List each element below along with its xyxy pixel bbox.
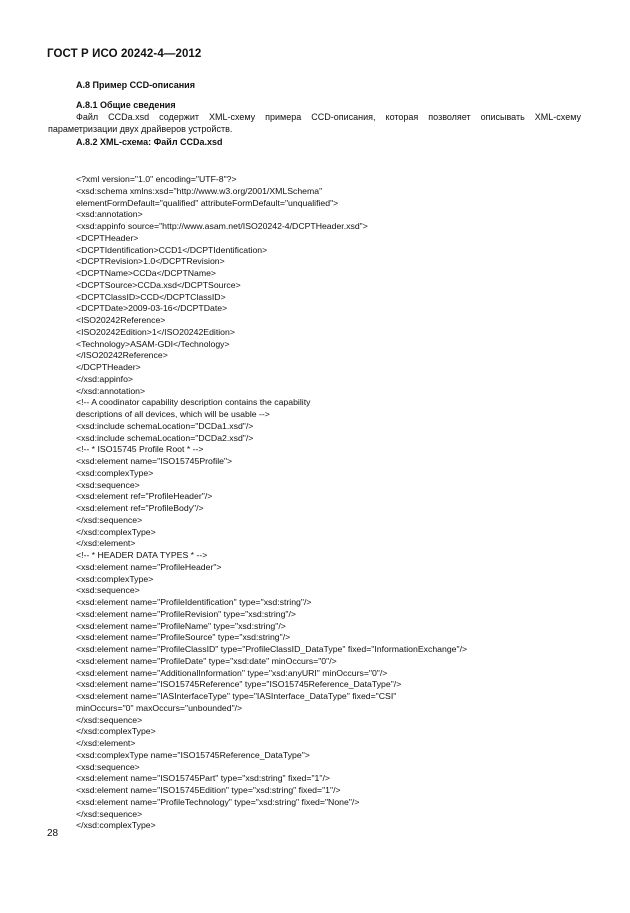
code-line: <DCPTSource>CCDa.xsd</DCPTSource> (76, 279, 241, 290)
code-line: <xsd:element ref="ProfileBody"/> (76, 503, 204, 513)
code-line: <DCPTHeader> (76, 232, 139, 243)
code-line: <xsd:element name="ISO15745Edition" type="xsd:string" fixed="1"/> (76, 785, 341, 795)
code-line: </xsd:appinfo> (76, 373, 133, 384)
xml-code-listing (76, 174, 467, 832)
code-line: minOccurs="0" maxOccurs="unbounded"/> (76, 702, 243, 713)
code-line: </xsd:complexType> (76, 526, 156, 537)
code-line: </ISO20242Reference> (76, 350, 168, 361)
code-line: </xsd:sequence> (76, 514, 143, 525)
code-line: <?xml version="1.0" encoding="UTF-8"?> (76, 174, 237, 184)
code-line: </xsd:complexType> (76, 820, 156, 831)
paragraph-line: параметризации двух драйверов устройств. (48, 123, 233, 134)
code-line: <xsd:element name="IASInterfaceType" type="IASInterface_DataType" fixed="CSI" (76, 691, 397, 701)
paragraph-line: Файл CCDa.xsd содержит XML-схему примера CCD-описания, которая позволяет описывать XML-схему (76, 112, 581, 122)
code-line: <xsd:complexType name="ISO15745Reference_DataType"> (76, 749, 310, 760)
code-line: <xsd:element name="ProfileIdentification" type="xsd:string"/> (76, 597, 312, 607)
code-line: <xsd:sequence> (76, 479, 140, 490)
standard-header: ГОСТ Р ИСО 20242-4—2012 (47, 48, 202, 60)
code-line: <DCPTClassID>CCD</DCPTClassID> (76, 291, 226, 302)
code-line: <DCPTDate>2009-03-16</DCPTDate> (76, 303, 228, 314)
section-a82-title: А.8.2 XML-схема: Файл CCDa.xsd (76, 137, 223, 147)
section-a8-title: А.8 Пример CCD-описания (76, 80, 195, 90)
section-a81-title: А.8.1 Общие сведения (76, 100, 176, 110)
code-line: <!-- A coodinator capability description contains the capability (76, 397, 311, 408)
code-line: <xsd:annotation> (76, 209, 143, 220)
code-line: <xsd:element name="AdditionalInformation" type="xsd:anyURI" minOccurs="0"/> (76, 667, 388, 678)
code-line: <xsd:sequence> (76, 761, 140, 772)
code-line: <DCPTIdentification>CCD1</DCPTIdentification> (76, 244, 268, 255)
code-line: <xsd:element name="ProfileTechnology" type="xsd:string" fixed="None"/> (76, 796, 360, 807)
code-line: <Technology>ASAM-GDI</Technology> (76, 338, 230, 349)
code-line: descriptions of all devices, which will be usable --> (76, 409, 270, 419)
code-line: elementFormDefault="qualified" attributeFormDefault="unqualified"> (76, 197, 339, 208)
code-line: <!-- * HEADER DATA TYPES * --> (76, 550, 208, 560)
code-line: <xsd:complexType> (76, 467, 154, 478)
code-line: </xsd:sequence> (76, 808, 143, 819)
code-line: <xsd:appinfo source="http://www.asam.net/ISO20242-4/DCPTHeader.xsd"> (76, 221, 368, 231)
code-line: <xsd:element name="ProfileRevision" type="xsd:string"/> (76, 608, 296, 619)
code-line: <xsd:element name="ProfileHeader"> (76, 561, 222, 572)
code-line: <xsd:element ref="ProfileHeader"/> (76, 491, 213, 502)
code-line: <xsd:complexType> (76, 573, 154, 584)
section-a81-paragraph (48, 112, 581, 135)
code-line: <ISO20242Reference> (76, 315, 166, 325)
code-line: <DCPTRevision>1.0</DCPTRevision> (76, 256, 225, 267)
code-line: <xsd:element name="ISO15745Part" type="xsd:string" fixed="1"/> (76, 773, 330, 784)
code-line: <xsd:element name="ProfileSource" type="xsd:string"/> (76, 632, 291, 643)
code-line: <xsd:element name="ISO15745Reference" type="ISO15745Reference_DataType"/> (76, 679, 402, 690)
page-number: 28 (47, 828, 59, 839)
code-line: <xsd:element name="ProfileDate" type="xsd:date" minOccurs="0"/> (76, 655, 337, 666)
code-line: <xsd:schema xmlns:xsd="http://www.w3.org/2001/XMLSchema" (76, 185, 323, 196)
code-line: <DCPTName>CCDa</DCPTName> (76, 268, 217, 278)
code-line: </xsd:element> (76, 538, 136, 549)
code-line: <xsd:element name="ISO15745Profile"> (76, 456, 233, 466)
code-line: <xsd:include schemaLocation="DCDa1.xsd"/> (76, 420, 254, 431)
code-line: </xsd:sequence> (76, 714, 143, 725)
code-line: </xsd:element> (76, 738, 136, 748)
code-line: <xsd:sequence> (76, 585, 140, 596)
code-line: </DCPTHeader> (76, 362, 141, 372)
code-line: <xsd:include schemaLocation="DCDa2.xsd"/> (76, 432, 254, 443)
code-line: <ISO20242Edition>1</ISO20242Edition> (76, 326, 235, 337)
code-line: <!-- * ISO15745 Profile Root * --> (76, 444, 204, 455)
code-line: <xsd:element name="ProfileName" type="xsd:string"/> (76, 620, 286, 631)
code-line: </xsd:annotation> (76, 385, 146, 396)
code-line: </xsd:complexType> (76, 726, 156, 737)
code-line: <xsd:element name="ProfileClassID" type="ProfileClassID_DataType" fixed="InformationExchange"/> (76, 644, 468, 654)
